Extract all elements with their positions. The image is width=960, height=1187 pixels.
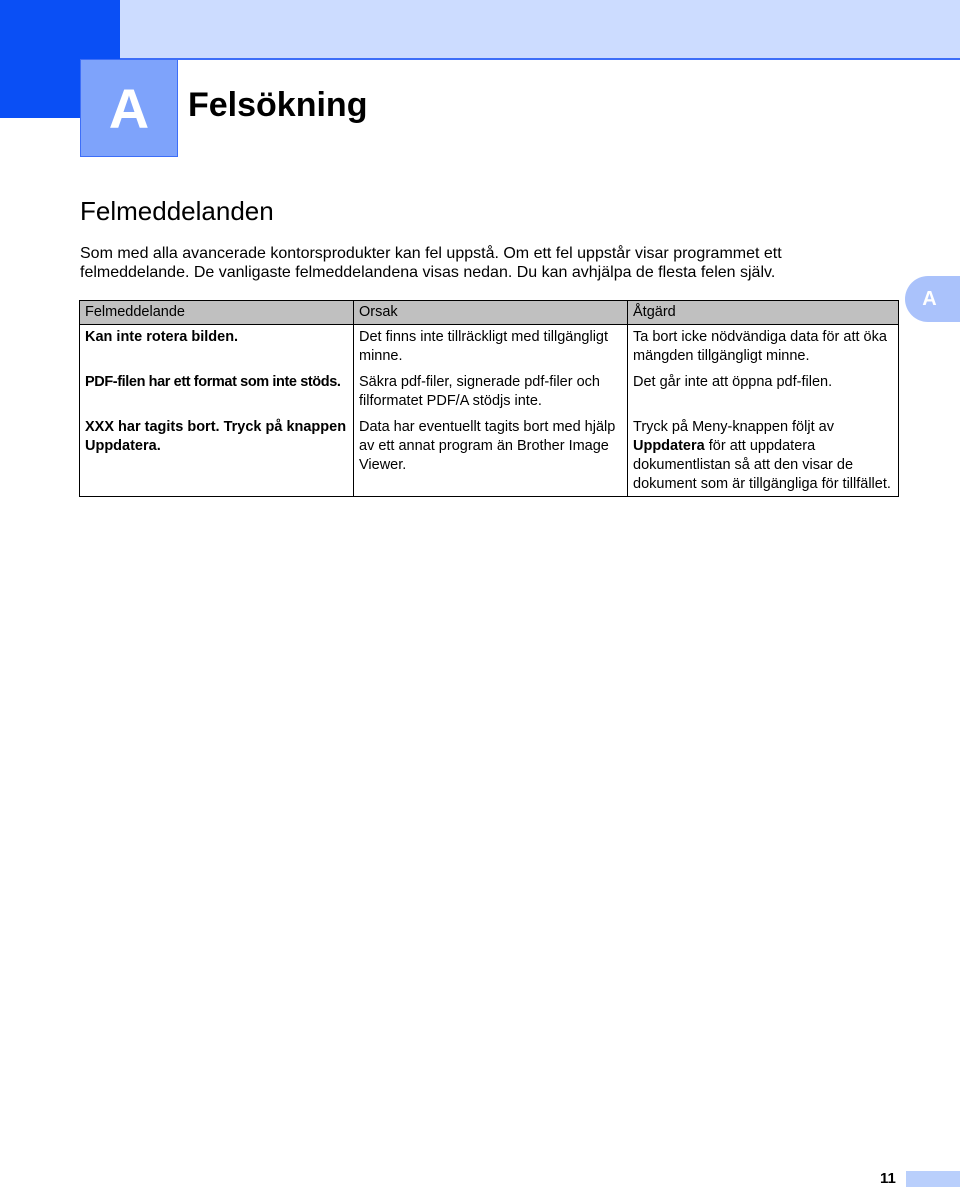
- cell-action: Det går inte att öppna pdf-filen.: [628, 370, 899, 415]
- table-row: [80, 325, 899, 371]
- action-text-pre: Tryck på Meny-knappen följt av: [633, 419, 834, 435]
- cell-cause: Säkra pdf-filer, signerade pdf-filer och filformatet PDF/A stödjs inte.: [354, 370, 628, 415]
- table-row: [80, 370, 899, 415]
- cell-message: XXX har tagits bort. Tryck på knappen Uppdatera.: [80, 415, 354, 497]
- cell-action: [628, 415, 899, 497]
- message-text: PDF-filen har ett format som inte stöds.: [85, 374, 341, 390]
- cell-action: Ta bort icke nödvändiga data för att öka mängden tillgängligt minne.: [628, 325, 899, 371]
- chapter-letter-box: [80, 59, 178, 157]
- cell-cause: Det finns inte tillräckligt med tillgängligt minne.: [354, 325, 628, 371]
- table-header-row: [80, 301, 899, 325]
- header-band-light: [120, 0, 960, 60]
- cell-message: [80, 370, 354, 415]
- side-tab-letter: A: [922, 287, 937, 310]
- page-number-bar: [906, 1171, 960, 1187]
- cell-cause: Data har eventuellt tagits bort med hjälp av ett annat program än Brother Image Viewer.: [354, 415, 628, 497]
- chapter-letter: A: [108, 76, 150, 140]
- intro-paragraph: Som med alla avancerade kontorsprodukter kan fel uppstå. Om ett fel uppstår visar programmet ett felmeddelande. De vanligaste felmeddelandena visas nedan. Du kan avhjälpa de flesta felen själv.: [80, 245, 782, 281]
- table-row: [80, 415, 899, 497]
- page-number: 11: [880, 1170, 896, 1187]
- header-action: Åtgärd: [628, 301, 899, 325]
- header-message: Felmeddelande: [80, 301, 354, 325]
- section-heading: Felmeddelanden: [80, 196, 274, 226]
- side-chapter-tab: [905, 276, 960, 322]
- cell-message: Kan inte rotera bilden.: [80, 325, 354, 371]
- header-cause: Orsak: [354, 301, 628, 325]
- chapter-title: Felsökning: [188, 86, 368, 124]
- action-text-post: för att uppdatera dokumentlistan så att den visar de dokument som är tillgängliga för tillfället.: [633, 438, 891, 492]
- error-message-table: [79, 300, 899, 497]
- action-text-bold: Uppdatera: [633, 438, 705, 454]
